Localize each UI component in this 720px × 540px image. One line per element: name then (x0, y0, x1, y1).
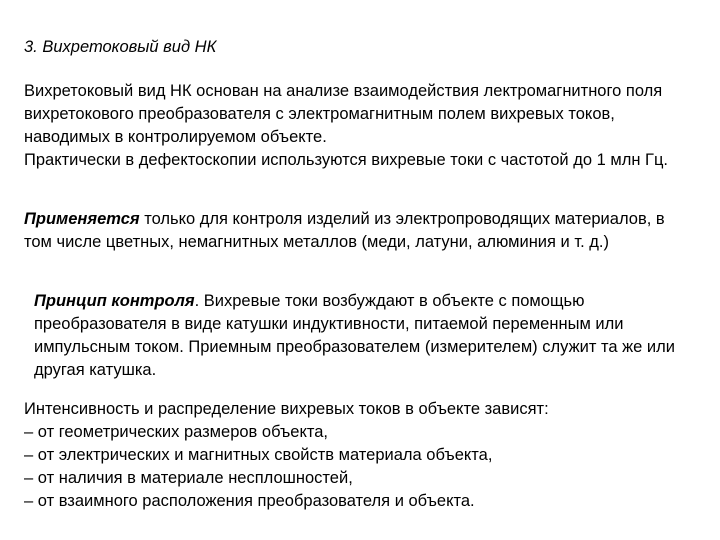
usage-text: только для контроля изделий из электропроводящих материалов, в том числе цветных, немагнитных металлов (меди, латуни, алюминия и т. д.) (24, 210, 665, 251)
factor-item: – от наличия в материале несплошностей, (24, 469, 353, 487)
usage-lead: Применяется (24, 210, 140, 228)
factors-intro: Интенсивность и распределение вихревых токов в объекте зависят: (24, 400, 549, 418)
factor-item: – от взаимного расположения преобразователя и объекта. (24, 492, 475, 510)
intro-paragraph-frequency: Практически в дефектоскопии используются вихревые токи с частотой до 1 млн Гц. (24, 151, 669, 169)
principle-lead: Принцип контроля (34, 292, 195, 310)
intro-section (24, 80, 696, 172)
principle-paragraph (34, 290, 694, 382)
factors-section (24, 398, 696, 513)
usage-section (24, 208, 696, 254)
section-heading: 3. Вихретоковый вид НК (24, 38, 217, 56)
principle-text: . Вихревые токи возбуждают в объекте с помощью преобразователя в виде катушки индуктивности, питаемой переменным или импульсным током. Приемным преобразователем (измерителем) служит та же или другая катушка. (34, 292, 675, 379)
intro-paragraph-method: Вихретоковый вид НК основан на анализе взаимодействия лектромагнитного поля вихретокового преобразователя с электромагнитным полем вихревых токов, наводимых в контролируемом объекте. (24, 82, 663, 146)
usage-paragraph (24, 208, 696, 254)
principle-section (34, 290, 694, 382)
factor-item: – от геометрических размеров объекта, (24, 423, 329, 441)
factor-item: – от электрических и магнитных свойств материала объекта, (24, 446, 493, 464)
